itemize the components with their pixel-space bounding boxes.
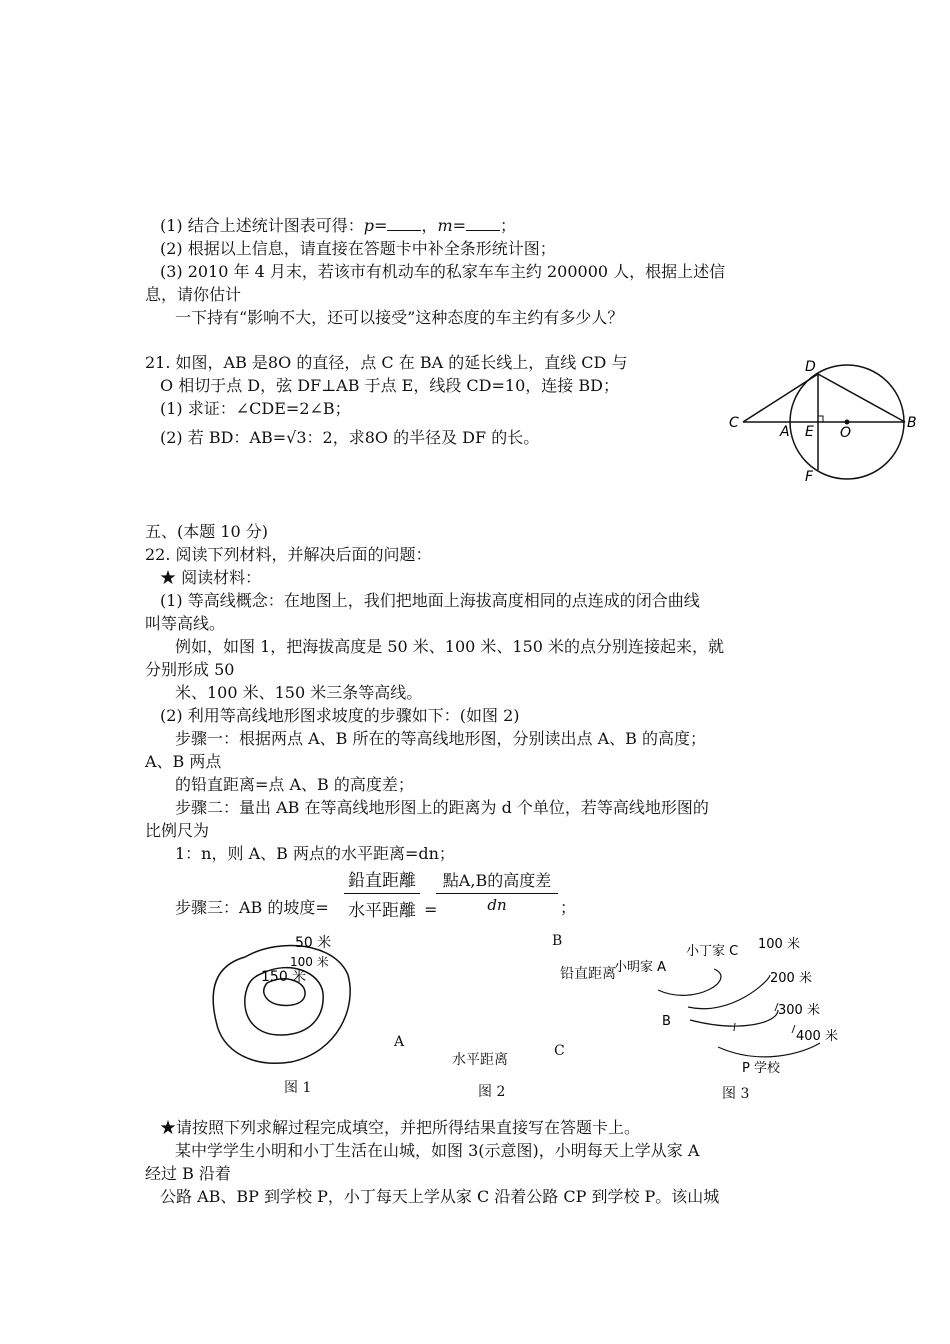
q22-instruction: ★请按照下列求解过程完成填空，并把所得结果直接写在答题卡上。 <box>160 1118 641 1137</box>
fig3-label-c: 小丁家 C <box>686 944 739 959</box>
fig1-label-150: 150 米 <box>261 969 307 985</box>
q21-line4: (2) 若 BD：AB=√3：2，求8O 的半径及 DF 的长。 <box>160 428 540 447</box>
q22-line10: A、B 两点 <box>145 752 222 771</box>
answer-blank-m[interactable] <box>466 216 500 231</box>
q22-problem-line2: 经过 B 沿着 <box>145 1164 231 1183</box>
q21-circle-figure <box>725 355 925 490</box>
section-5-heading: 五、(本题 10 分) <box>145 522 269 541</box>
tangent-cd <box>743 374 818 422</box>
fraction-vertical-over-horizontal <box>344 866 420 921</box>
q20-part3-line2: 息，请你估计 <box>145 285 242 304</box>
q22-line12: 步骤二：量出 AB 在等高线地形图上的距离为 d 个单位，若等高线地形图的 <box>175 798 709 817</box>
label-e: E <box>805 424 814 440</box>
q20-part2: (2) 根据以上信息，请直接在答题卡中补全条形统计图； <box>160 239 556 258</box>
fig3-tick-1 <box>734 1023 735 1031</box>
fig3-label-100: 100 米 <box>758 937 800 952</box>
q22-line8: (2) 利用等高线地形图求坡度的步骤如下：(如图 2) <box>160 706 520 725</box>
label-b: B <box>907 415 917 431</box>
q22-line13: 比例尺为 <box>145 821 210 840</box>
fig1-label-100: 100 米 <box>290 955 329 969</box>
sqrt-three: √3 <box>286 428 307 447</box>
fraction1-bar <box>344 893 420 894</box>
center-o-dot <box>845 420 850 425</box>
fig3-contour-300 <box>690 1010 778 1026</box>
fig2-label-vertical-distance: 铅直距离 <box>560 966 616 982</box>
q22-line6: 分别形成 50 <box>145 660 235 679</box>
figure-1-contour-map <box>205 935 365 1070</box>
fig3-label-200: 200 米 <box>770 971 812 986</box>
chord-db <box>818 374 905 422</box>
fig3-label-b: B <box>662 1014 671 1029</box>
q22-line1: 22. 阅读下列材料，并解决后面的问题： <box>145 545 432 564</box>
fig2-label-b: B <box>552 933 563 949</box>
fraction-height-diff-over-dn <box>436 868 558 914</box>
fig3-label-400: 400 米 <box>796 1029 838 1044</box>
contour-50 <box>213 945 350 1063</box>
q22-step3-prefix: 步骤三：AB 的坡度= <box>175 898 329 917</box>
q22-line4: 叫等高线。 <box>145 614 226 633</box>
q22-line14: 1：n，则 A、B 两点的水平距离=dn； <box>175 844 455 863</box>
q22-line7: 米、100 米、150 米三条等高线。 <box>175 683 423 702</box>
q21-line1: 21. 如图，AB 是8O 的直径，点 C 在 BA 的延长线上，直线 CD 与 <box>145 353 628 372</box>
q20-part1: (1) 结合上述统计图表可得：p= ，m= ； <box>160 216 517 235</box>
q20-part3-line3: 一下持有“影响不大，还可以接受”这种态度的车主约有多少人？ <box>175 308 624 327</box>
figure-3-contour-sketch <box>614 935 840 1076</box>
label-o: O <box>840 425 852 441</box>
q22-line5: 例如，如图 1，把海拔高度是 50 米、100 米、150 米的点分别连接起来，就 <box>175 637 725 656</box>
q22-line3: (1) 等高线概念：在地图上，我们把地面上海拔高度相同的点连成的闭合曲线 <box>160 591 700 610</box>
fig2-label-horizontal-distance: 水平距离 <box>452 1052 508 1068</box>
fraction2-numerator: 點A,B的高度差 <box>442 871 552 890</box>
fig3-contour-400 <box>718 1043 820 1057</box>
q22-line9: 步骤一：根据两点 A、B 所在的等高线地形图，分别读出点 A、B 的高度； <box>175 729 706 748</box>
label-a: A <box>780 424 790 440</box>
q21-line3: (1) 求证：∠CDE=2∠B； <box>160 399 351 418</box>
label-d: D <box>805 359 816 375</box>
fraction2-bar <box>436 893 558 894</box>
fig3-contour-100 <box>658 969 721 995</box>
answer-blank-p[interactable] <box>387 216 421 231</box>
label-f: F <box>805 469 814 485</box>
q21-line2: O 相切于点 D，弦 DF⊥AB 于点 E，线段 CD=10，连接 BD； <box>160 376 619 395</box>
q20-part3-line1: (3) 2010 年 4 月末，若该市有机动车的私家车车主约 200000 人，根据上述信 <box>160 262 726 281</box>
fig2-label-a: A <box>394 1034 405 1050</box>
step3-end-mark: ； <box>560 898 577 917</box>
figure-2-caption: 图 2 <box>478 1084 506 1100</box>
fig2-label-c: C <box>554 1043 565 1059</box>
fraction2-denominator: dn <box>487 896 507 914</box>
q22-problem-line1: 某中学学生小明和小丁生活在山城，如图 3(示意图)，小明每天上学从家 A <box>175 1141 700 1160</box>
fraction1-numerator: 鉛直距離 <box>348 871 416 891</box>
fig3-label-a: 小明家 A <box>614 960 667 975</box>
fraction1-denominator: 水平距離 <box>348 901 416 921</box>
fig3-contour-200 <box>688 975 770 1009</box>
label-c: C <box>729 415 739 431</box>
fig1-label-50: 50 米 <box>295 935 332 951</box>
fig3-label-300: 300 米 <box>778 1003 820 1018</box>
figure-3-caption: 图 3 <box>722 1086 750 1102</box>
q22-line2: ★ 阅读材料： <box>160 568 262 587</box>
q22-line11: 的铅直距离=点 A、B 的高度差； <box>175 775 414 794</box>
figure-1-caption: 图 1 <box>284 1080 312 1096</box>
q22-problem-line3: 公路 AB、BP 到学校 P，小丁每天上学从家 C 沿着公路 CP 到学校 P。该山城 <box>160 1187 720 1206</box>
fig3-label-p: P 学校 <box>742 1061 780 1076</box>
equals-sign: = <box>424 900 438 919</box>
fig3-tick-3 <box>792 1025 795 1033</box>
